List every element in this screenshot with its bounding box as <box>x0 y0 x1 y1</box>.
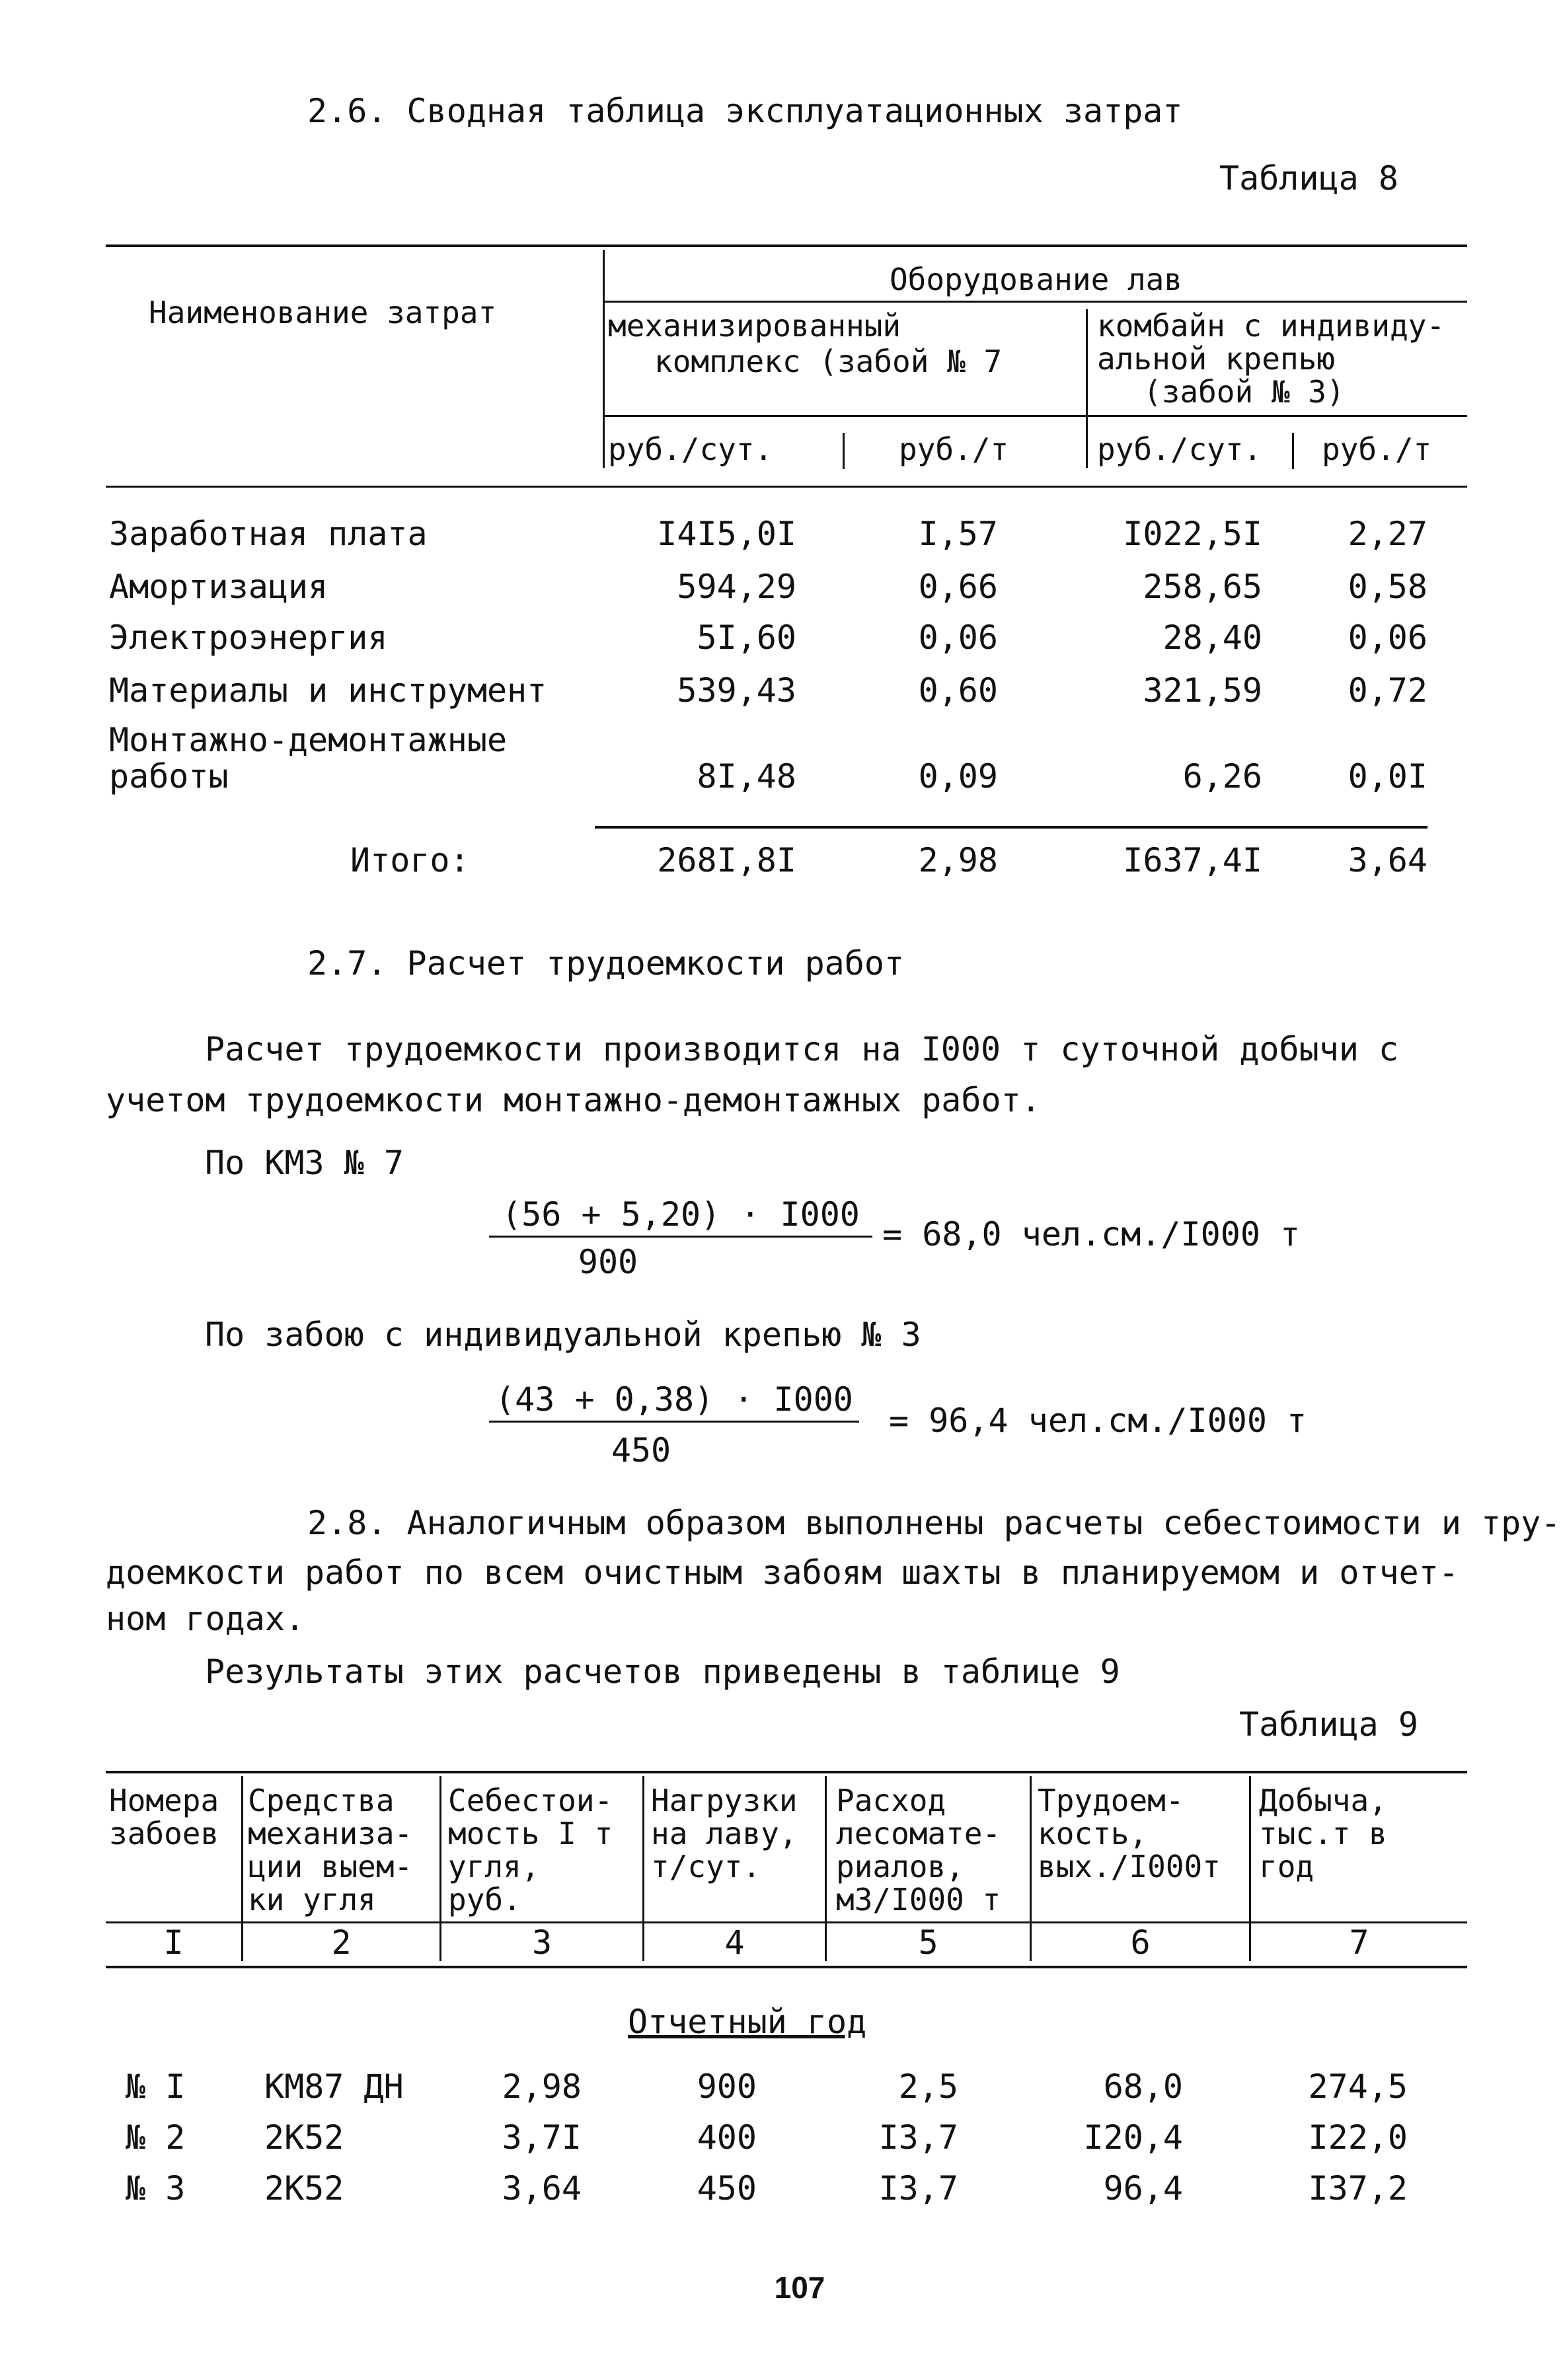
table8-header-equipment: Оборудование лав <box>889 262 1183 297</box>
formula-result: = 96,4 чел.см./I000 т <box>889 1401 1307 1440</box>
table9-cell: 2К52 <box>264 2118 344 2157</box>
table8-total-label: Итого: <box>350 841 470 879</box>
paragraph-line: доемкости работ по всем очистным забоям шахты в планируемом и отчет- <box>106 1553 1459 1592</box>
table9-header-line: кость, <box>1038 1816 1148 1851</box>
table9-cell: 400 <box>697 2118 757 2157</box>
table9-cell: 68,0 <box>1103 2067 1183 2106</box>
table9-header-line: ки угля <box>248 1882 376 1917</box>
table8-cell: 2,27 <box>1348 515 1428 553</box>
table9-cell: 96,4 <box>1103 2169 1183 2208</box>
table9-top-rule <box>106 1771 1467 1773</box>
table8-row-name: Амортизация <box>109 568 328 606</box>
table8-cell: 6,26 <box>1182 757 1262 796</box>
table8-total-cell: 3,64 <box>1348 841 1428 879</box>
formula-denominator: 450 <box>611 1431 671 1469</box>
paragraph-line: учетом трудоемкости монтажно-демонтажных работ. <box>106 1081 1041 1119</box>
table9-cell: I37,2 <box>1308 2169 1408 2208</box>
section-2-6-title: 2.6. Сводная таблица эксплуатационных затрат <box>307 92 1183 130</box>
table9-column-number: I <box>163 1923 184 1962</box>
table9-header-line: лесомате- <box>836 1816 1001 1851</box>
table8-unit-1: руб./сут. <box>608 431 773 467</box>
table9-cell: I22,0 <box>1308 2118 1408 2157</box>
fraction-bar <box>489 1236 872 1238</box>
table9-header-line: угля, <box>448 1849 540 1884</box>
table9-column-number: 4 <box>724 1923 745 1962</box>
table9-column-number: 2 <box>331 1923 352 1962</box>
formula-label-kmz7: По КМЗ № 7 <box>205 1144 404 1182</box>
table9-cell: 3,64 <box>502 2169 582 2208</box>
table9-cell: 3,7I <box>502 2118 582 2157</box>
table9-header-line: риалов, <box>836 1849 964 1884</box>
section-2-7-title: 2.7. Расчет трудоемкости работ <box>307 944 905 983</box>
table9-cell: 2,5 <box>898 2067 958 2106</box>
table8-cell: 28,40 <box>1162 618 1262 657</box>
table8-cell: 0,66 <box>918 568 998 606</box>
table9-column-number: 7 <box>1349 1923 1369 1962</box>
table9-cell: 2,98 <box>502 2067 582 2106</box>
table8-group2-line2: альной крепью <box>1097 341 1336 377</box>
table9-header-line: вых./I000т <box>1038 1849 1221 1884</box>
table9-header-line: Добыча, <box>1259 1783 1387 1818</box>
page-number: 107 <box>774 2270 825 2305</box>
table8-vline-4 <box>1292 433 1294 469</box>
paragraph-line: ном годах. <box>106 1600 305 1638</box>
table9-header-line: м3/I000 т <box>836 1882 1001 1917</box>
table9-cell: КМ87 ДН <box>264 2067 404 2106</box>
table9-cell: I3,7 <box>878 2118 958 2157</box>
table8-total-rule <box>595 826 1428 829</box>
table8-vline-2 <box>843 433 845 469</box>
table9-column-number: 3 <box>531 1923 552 1962</box>
paragraph-line: Результаты этих расчетов приведены в таблице 9 <box>205 1653 1120 1691</box>
table8-unit-3: руб./сут. <box>1097 431 1262 467</box>
table8-unit-4: руб./т <box>1322 431 1432 467</box>
table8-top-rule <box>106 244 1467 247</box>
table8-total-cell: I637,4I <box>1123 841 1262 879</box>
table9-column-number: 5 <box>918 1923 938 1962</box>
table8-row-name: Заработная плата <box>109 515 428 553</box>
formula-label-zaboi3: По забою с индивидуальной крепью № 3 <box>205 1316 921 1354</box>
table8-row-name: Электроэнергия <box>109 618 388 657</box>
table9-row-id: № I <box>126 2067 186 2106</box>
table8-cell: 594,29 <box>677 568 796 606</box>
table9-subtitle: Отчетный год <box>628 2003 867 2041</box>
table9-header-line: тыс.т в <box>1259 1816 1387 1851</box>
table8-header-bottom-rule <box>106 486 1467 488</box>
table8-header-rule <box>605 301 1467 303</box>
table8-cell: 0,58 <box>1348 568 1428 606</box>
table8-vline-3 <box>1086 309 1088 468</box>
formula-numerator: (56 + 5,20) · I000 <box>502 1195 860 1234</box>
table9-header-line: мость I т <box>448 1816 613 1851</box>
table8-units-rule <box>605 415 1467 417</box>
table9-column-number: 6 <box>1130 1923 1151 1962</box>
table9-header-line: Нагрузки <box>651 1783 798 1818</box>
table9-header-line: на лаву, <box>651 1816 798 1851</box>
table8-cell: 0,06 <box>918 618 998 657</box>
table8-row-name: Материалы и инструмент <box>109 671 547 710</box>
table9-header-line: Номера <box>109 1783 219 1818</box>
table8-cell: 0,72 <box>1348 671 1428 710</box>
fraction-bar <box>489 1421 859 1423</box>
table8-group1-line2: комплекс (забой № 7 <box>654 344 1003 379</box>
table9-label: Таблица 9 <box>1239 1705 1418 1744</box>
table8-cell: 5I,60 <box>697 618 796 657</box>
table8-cell: 321,59 <box>1143 671 1262 710</box>
table8-unit-2: руб./т <box>899 431 1009 467</box>
table9-row-id: № 3 <box>126 2169 186 2208</box>
table9-header-line: т/сут. <box>651 1849 761 1884</box>
table8-total-cell: 268I,8I <box>657 841 796 879</box>
table9-header-line: Трудоем- <box>1038 1783 1184 1818</box>
paragraph-line: 2.8. Аналогичным образом выполнены расчеты себестоимости и тру- <box>307 1504 1561 1542</box>
table8-cell: I4I5,0I <box>657 515 796 553</box>
formula-result: = 68,0 чел.см./I000 т <box>882 1215 1301 1253</box>
table8-group1-line1: механизированный <box>608 308 901 344</box>
table9-header-line: механиза- <box>248 1816 413 1851</box>
table8-cell: 0,0I <box>1348 757 1428 796</box>
table9-cell: 900 <box>697 2067 757 2106</box>
table8-cell: I022,5I <box>1123 515 1262 553</box>
table8-label: Таблица 8 <box>1219 159 1398 198</box>
table9-cell: I20,4 <box>1083 2118 1183 2157</box>
table8-cell: 0,09 <box>918 757 998 796</box>
table9-cell: I3,7 <box>878 2169 958 2208</box>
table8-total-cell: 2,98 <box>918 841 998 879</box>
table8-cell: 8I,48 <box>697 757 796 796</box>
table9-cell: 2К52 <box>264 2169 344 2208</box>
table8-cell: 258,65 <box>1143 568 1262 606</box>
table8-header-name: Наименование затрат <box>149 295 497 330</box>
table9-cell: 274,5 <box>1308 2067 1408 2106</box>
table8-cell: 539,43 <box>677 671 796 710</box>
table8-vline-1 <box>603 250 605 468</box>
table8-cell: 0,06 <box>1348 618 1428 657</box>
formula-numerator: (43 + 0,38) · I000 <box>495 1380 853 1419</box>
table8-cell: 0,60 <box>918 671 998 710</box>
table8-group2-line3: (забой № 3) <box>1143 374 1345 410</box>
table9-row-id: № 2 <box>126 2118 186 2157</box>
table9-header-line: Расход <box>836 1783 946 1818</box>
table8-cell: I,57 <box>918 515 998 553</box>
table9-header-line: руб. <box>448 1882 521 1917</box>
table9-cell: 450 <box>697 2169 757 2208</box>
table9-numbers-rule <box>106 1966 1467 1968</box>
table9-header-line: ции выем- <box>248 1849 413 1884</box>
table9-header-line: Средства <box>248 1783 395 1818</box>
formula-denominator: 900 <box>578 1243 638 1281</box>
table9-header-line: Себестои- <box>448 1783 613 1818</box>
table8-group2-line1: комбайн с индивиду- <box>1097 308 1445 344</box>
table9-header-line: год <box>1259 1849 1314 1884</box>
table8-row-name-cont: работы <box>109 757 229 796</box>
table8-row-name: Монтажно-демонтажные <box>109 721 508 759</box>
table9-header-line: забоев <box>109 1816 219 1851</box>
paragraph-line: Расчет трудоемкости производится на I000 т суточной добычи с <box>205 1030 1399 1068</box>
